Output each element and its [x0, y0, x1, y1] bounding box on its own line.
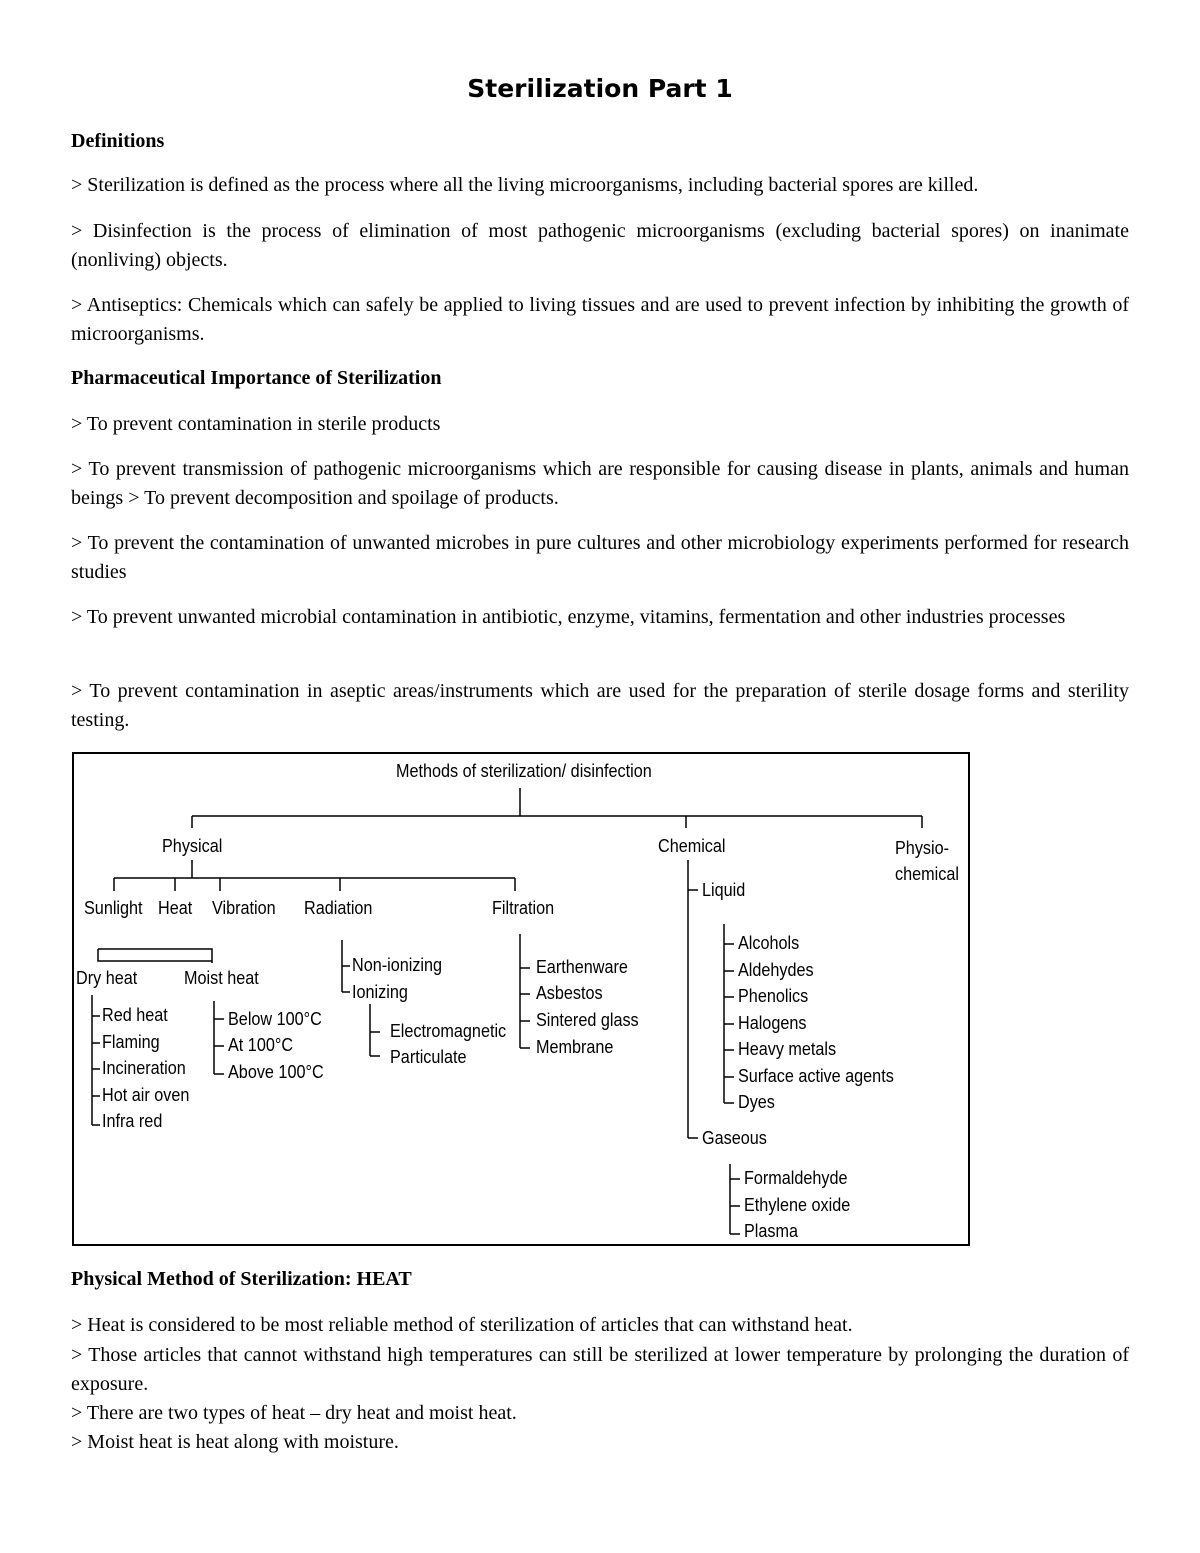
- heat-item-1: > Heat is considered to be most reliable method of sterilization of articles that can withstand heat.: [71, 1314, 853, 1336]
- physio-chemical-label-line1: Physio-: [895, 838, 950, 858]
- physio-chemical-label-line2: chemical: [895, 864, 959, 884]
- liquid-item: Dyes: [738, 1092, 775, 1112]
- physical-label: Physical: [162, 836, 223, 856]
- ionizing-label: Ionizing: [352, 982, 408, 1002]
- importance-item-1: > To prevent contamination in sterile products: [71, 413, 441, 435]
- connector-filtration: [520, 934, 530, 1048]
- gaseous-item: Plasma: [744, 1221, 799, 1241]
- sterilization-methods-diagram: [72, 752, 970, 1246]
- connector-physical: [114, 860, 515, 891]
- heat-item-3: > There are two types of heat – dry heat and moist heat.: [71, 1402, 517, 1424]
- importance-item-2: > To prevent transmission of pathogenic microorganisms which are responsible for causing disease in plants, animals and human beings > To prevent decomposition and spoilage of products.: [71, 458, 1129, 509]
- gaseous-label: Gaseous: [702, 1128, 767, 1148]
- dry-heat-item: Red heat: [102, 1005, 168, 1025]
- moist-heat-item: At 100°C: [228, 1035, 294, 1055]
- page-title: Sterilization Part 1: [467, 74, 733, 103]
- gaseous-item: Ethylene oxide: [744, 1195, 851, 1215]
- dry-heat-item: Hot air oven: [102, 1085, 190, 1105]
- filtration-item: Earthenware: [536, 957, 628, 977]
- liquid-item: Halogens: [738, 1013, 807, 1033]
- vibration-label: Vibration: [212, 898, 276, 918]
- sunlight-label: Sunlight: [84, 898, 143, 918]
- importance-item-3: > To prevent the contamination of unwanted microbes in pure cultures and other microbiology experiments performed for research studies: [71, 532, 1129, 583]
- connector-heat: [98, 949, 212, 963]
- definition-disinfection: > Disinfection is the process of elimination of most pathogenic microorganisms (excluding bacterial spores) on inanimate (nonliving) objects.: [71, 220, 1129, 271]
- liquid-item: Heavy metals: [738, 1039, 837, 1059]
- moist-heat-label: Moist heat: [184, 968, 259, 988]
- gaseous-item: Formaldehyde: [744, 1168, 848, 1188]
- heat-item-4: > Moist heat is heat along with moisture.: [71, 1431, 399, 1453]
- connector-gaseous: [730, 1164, 740, 1234]
- dry-heat-item: Incineration: [102, 1058, 186, 1078]
- moist-heat-item: Below 100°C: [228, 1009, 322, 1029]
- liquid-item: Alcohols: [738, 933, 800, 953]
- connector-root: [192, 788, 922, 828]
- dry-heat-item: Flaming: [102, 1032, 160, 1052]
- liquid-label: Liquid: [702, 880, 746, 900]
- connector-dry-heat: [92, 995, 100, 1125]
- connector-ionizing: [370, 1004, 380, 1056]
- dry-heat-item: Infra red: [102, 1111, 163, 1131]
- definition-sterilization: > Sterilization is defined as the process where all the living microorganisms, including bacterial spores are killed.: [71, 174, 979, 196]
- importance-item-5: > To prevent contamination in aseptic areas/instruments which are used for the preparation of sterile dosage forms and sterility testing.: [71, 680, 1129, 731]
- filtration-item: Sintered glass: [536, 1010, 639, 1030]
- diagram-root-label: Methods of sterilization/ disinfection: [396, 761, 652, 781]
- radiation-label: Radiation: [304, 898, 373, 918]
- filtration-label: Filtration: [492, 898, 555, 918]
- definitions-heading: Definitions: [71, 130, 165, 152]
- dry-heat-label: Dry heat: [76, 968, 138, 988]
- connector-moist-heat: [214, 1001, 224, 1074]
- heat-item-2: > Those articles that cannot withstand high temperatures can still be sterilized at lower temperature by prolonging the duration of exposure.: [71, 1344, 1129, 1395]
- chemical-label: Chemical: [658, 836, 726, 856]
- liquid-item: Surface active agents: [738, 1066, 894, 1086]
- liquid-item: Aldehydes: [738, 960, 814, 980]
- filtration-item: Asbestos: [536, 983, 603, 1003]
- moist-heat-item: Above 100°C: [228, 1062, 324, 1082]
- ionizing-item: Particulate: [390, 1047, 467, 1067]
- heat-label: Heat: [158, 898, 193, 918]
- ionizing-item: Electromagnetic: [390, 1021, 507, 1041]
- heat-section-heading: Physical Method of Sterilization: HEAT: [71, 1268, 412, 1290]
- connector-liquid: [724, 924, 734, 1103]
- liquid-item: Phenolics: [738, 986, 809, 1006]
- filtration-item: Membrane: [536, 1037, 614, 1057]
- connector-radiation: [342, 940, 350, 992]
- non-ionizing-label: Non-ionizing: [352, 955, 443, 975]
- definition-antiseptics: > Antiseptics: Chemicals which can safely be applied to living tissues and are used to prevent infection by inhibiting the growth of microorganisms.: [71, 294, 1129, 345]
- importance-item-4: > To prevent unwanted microbial contamination in antibiotic, enzyme, vitamins, fermentation and other industries processes: [71, 606, 1066, 628]
- importance-heading: Pharmaceutical Importance of Sterilization: [71, 367, 442, 389]
- connector-chemical: [688, 860, 698, 1138]
